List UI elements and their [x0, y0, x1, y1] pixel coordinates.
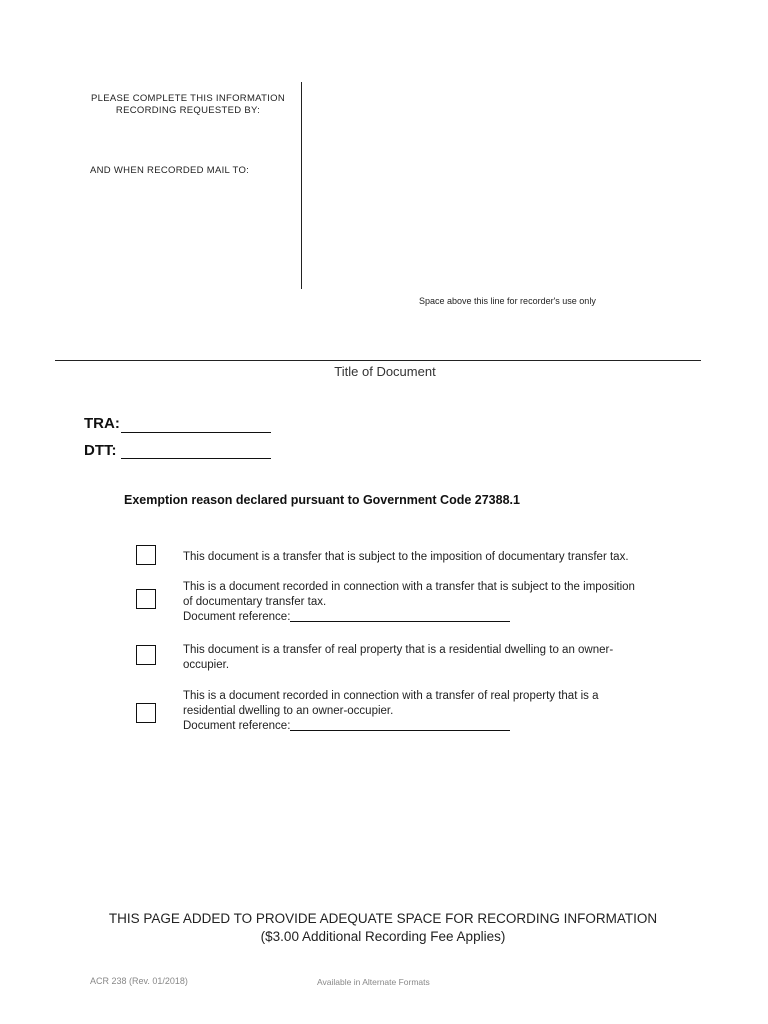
mail-to-label: AND WHEN RECORDED MAIL TO: — [90, 165, 250, 176]
exemption-checkbox-2[interactable] — [136, 589, 156, 609]
alternate-formats-note: Available in Alternate Formats — [317, 977, 430, 987]
exemption-option-2 — [183, 580, 683, 625]
dtt-label: DTT: — [84, 442, 117, 459]
exemption-checkbox-3[interactable] — [136, 645, 156, 665]
tra-label: TRA: — [84, 415, 120, 432]
dtt-field[interactable] — [121, 458, 271, 459]
exemption-option-3 — [183, 643, 683, 673]
option-text: This is a document recorded in connection with a transfer of real property that is a — [183, 690, 599, 702]
option-text: This document is a transfer of real property that is a residential dwelling to an owner- — [183, 644, 614, 656]
document-reference-field[interactable] — [290, 730, 510, 731]
option-text-continued: occupier. — [183, 659, 230, 671]
recorder-use-note: Space above this line for recorder's use only — [419, 296, 596, 306]
recording-requested-by-label: RECORDING REQUESTED BY: — [115, 105, 261, 116]
exemption-option-4 — [183, 689, 683, 734]
document-reference — [183, 610, 683, 625]
option-text-continued: residential dwelling to an owner-occupier. — [183, 705, 394, 717]
document-title: Title of Document — [334, 364, 436, 379]
document-reference-field[interactable] — [290, 621, 510, 622]
exemption-checkbox-1[interactable] — [136, 545, 156, 565]
recorder-space-divider — [55, 360, 701, 361]
additional-fee-notice: ($3.00 Additional Recording Fee Applies) — [260, 929, 506, 944]
form-number: ACR 238 (Rev. 01/2018) — [90, 976, 188, 986]
document-reference — [183, 719, 683, 734]
exemption-heading: Exemption reason declared pursuant to Government Code 27388.1 — [124, 493, 520, 507]
option-text: This document is a transfer that is subject to the imposition of documentary transfer tax. — [183, 551, 629, 563]
vertical-divider — [301, 82, 302, 289]
document-reference-label: Document reference: — [183, 611, 291, 623]
exemption-checkbox-4[interactable] — [136, 703, 156, 723]
added-page-notice: THIS PAGE ADDED TO PROVIDE ADEQUATE SPACE FOR RECORDING INFORMATION — [108, 911, 658, 926]
option-text: This is a document recorded in connection with a transfer that is subject to the imposition — [183, 581, 635, 593]
document-reference-label: Document reference: — [183, 720, 291, 732]
please-complete-text: PLEASE COMPLETE THIS INFORMATION — [90, 93, 285, 104]
tra-field[interactable] — [121, 432, 271, 433]
option-text-continued: of documentary transfer tax. — [183, 596, 327, 608]
exemption-option-1 — [183, 550, 683, 565]
